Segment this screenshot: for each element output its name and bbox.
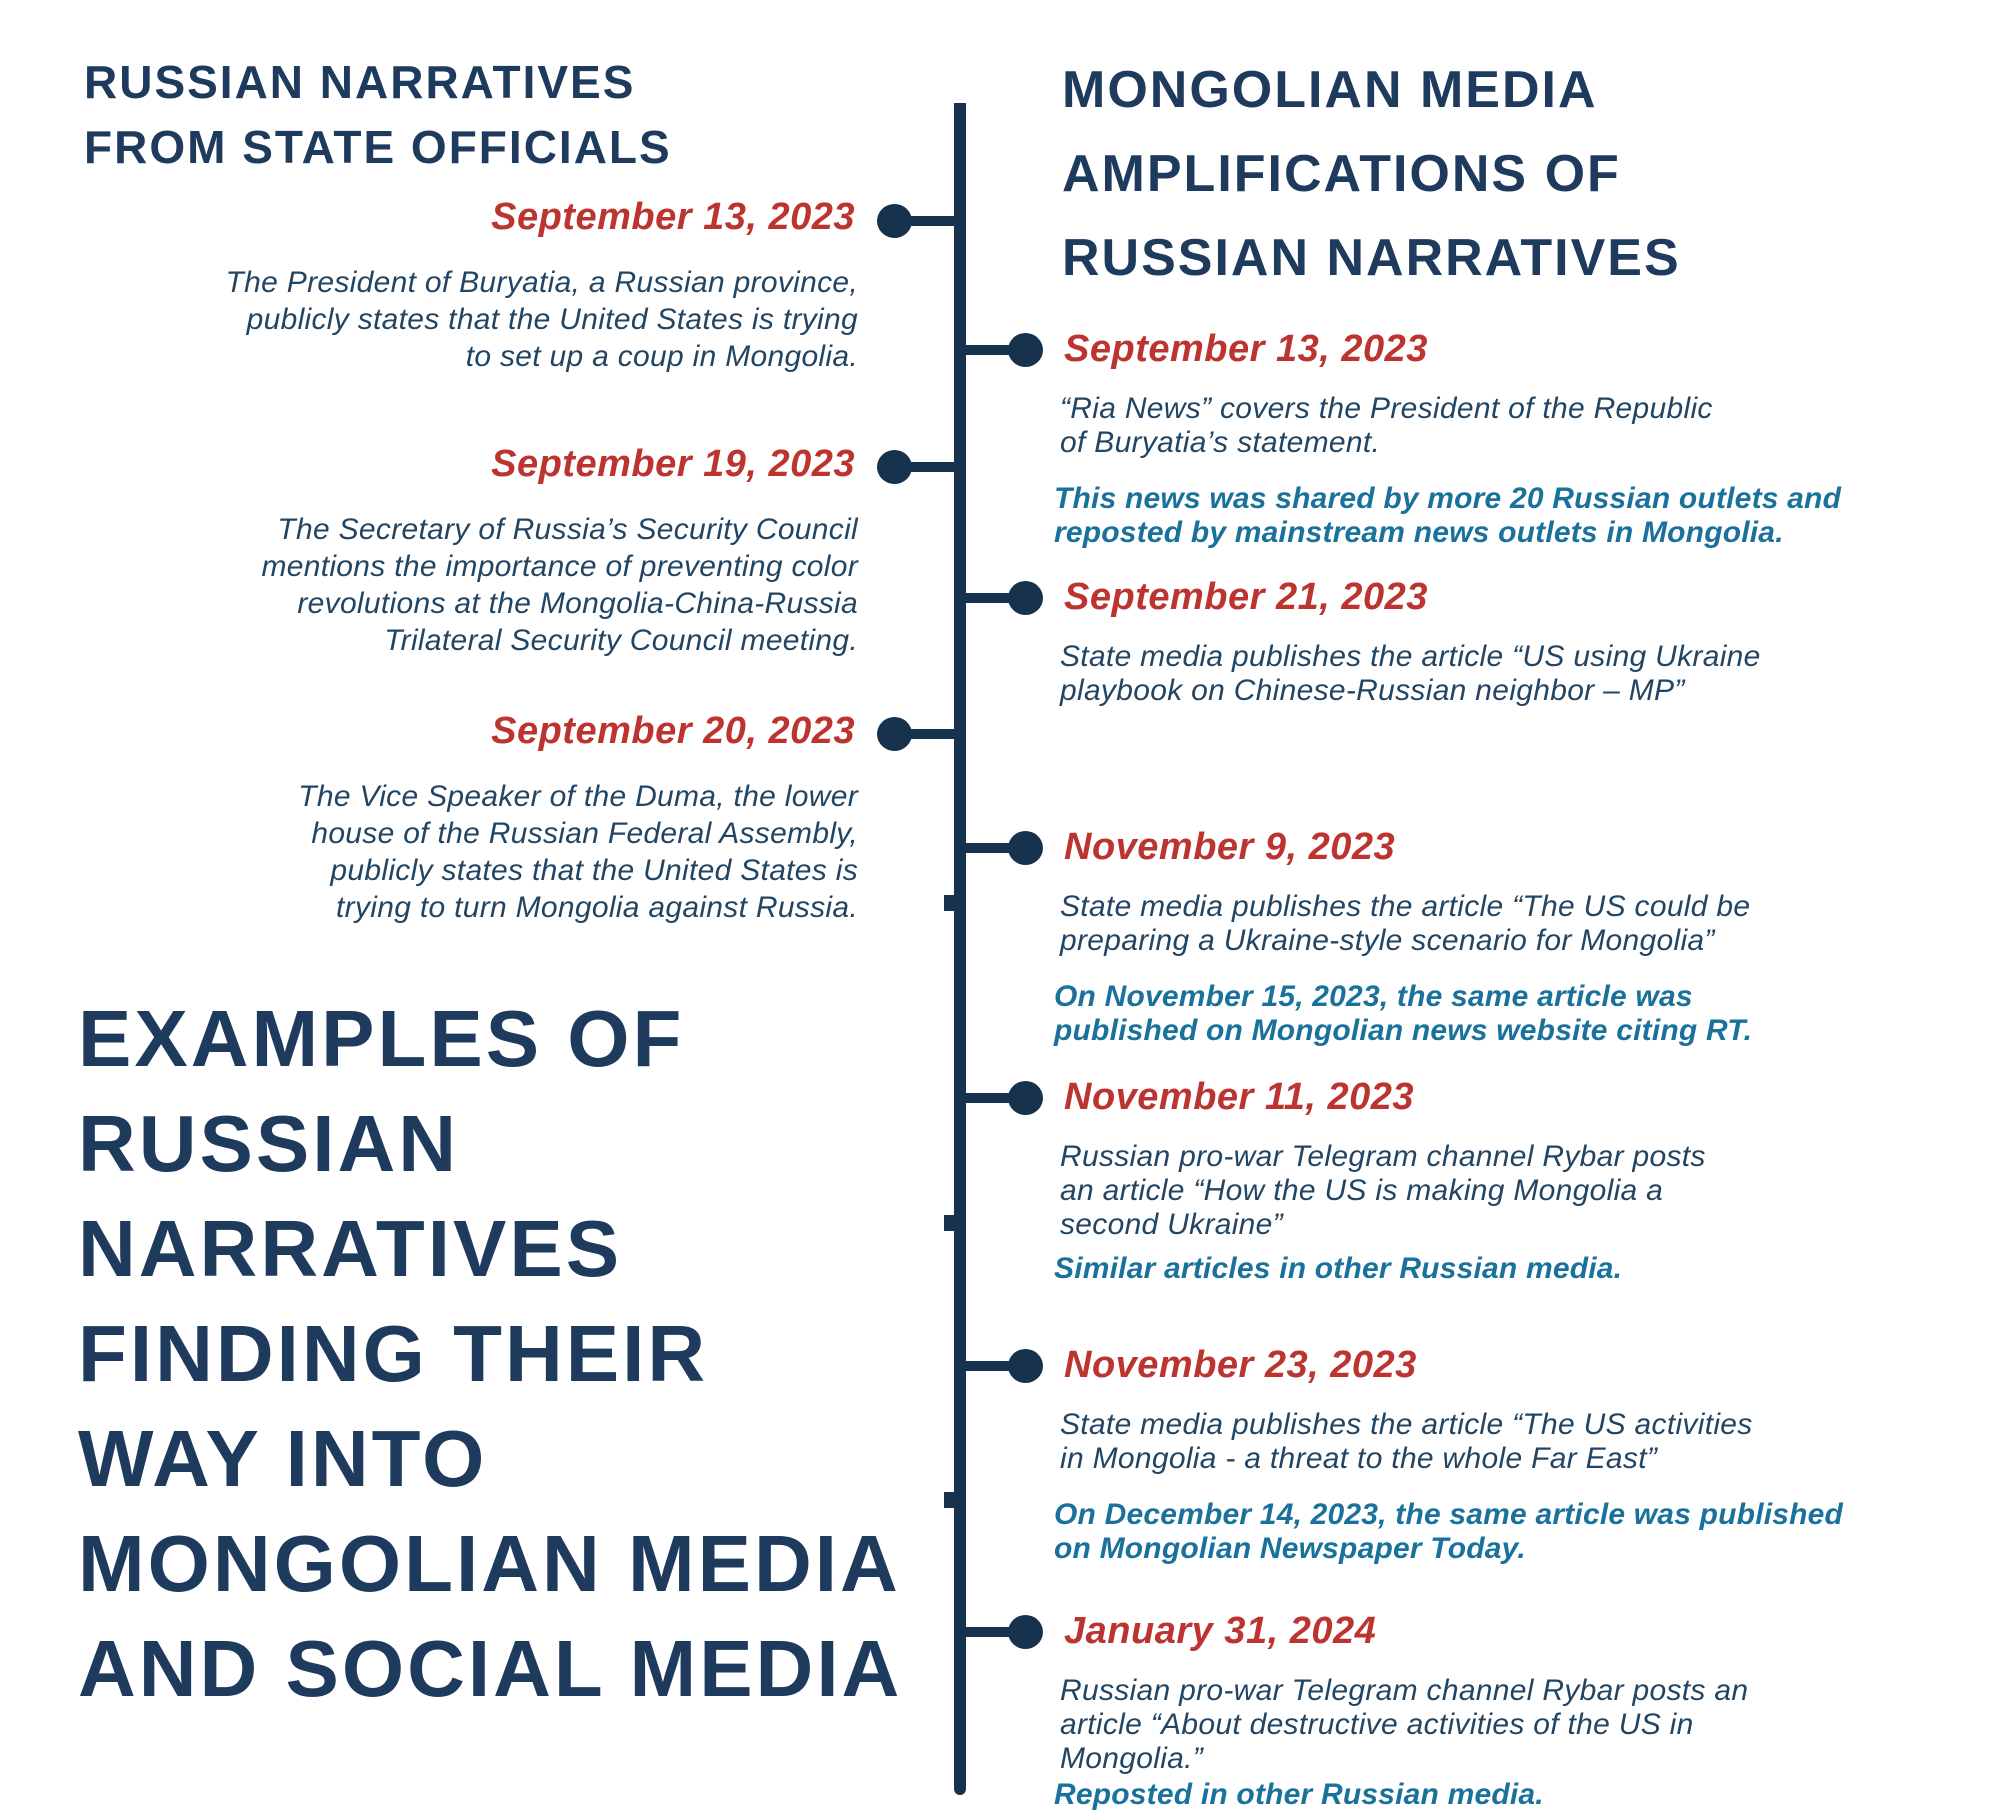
timeline-dot	[877, 204, 912, 238]
event-description: Russian pro-war Telegram channel Rybar posts an article “How the US is making Mongolia a second Ukraine”	[1060, 1140, 1706, 1241]
event-description: State media publishes the article “US using Ukraine playbook on Chinese-Russian neighbor – MP”	[1060, 640, 1761, 707]
event-note: This news was shared by more 20 Russian outlets and reposted by mainstream news outlets in Mongolia.	[1054, 482, 1842, 549]
timeline-tick	[944, 1492, 961, 1508]
timeline-dot	[1008, 333, 1043, 367]
event-description: Russian pro-war Telegram channel Rybar posts an article “About destructive activities of the US in Mongolia.”	[1060, 1674, 1749, 1775]
event-description: The Vice Speaker of the Duma, the lower house of the Russian Federal Assembly, publicly states that the United States is trying to turn Mongolia against Russia.	[298, 780, 858, 924]
timeline-tick	[944, 895, 961, 911]
event-date: September 19, 2023	[491, 443, 855, 485]
event-note: On December 14, 2023, the same article was published on Mongolian Newspaper Today.	[1054, 1498, 1844, 1565]
event-date: January 31, 2024	[1064, 1610, 1377, 1652]
event-date: November 11, 2023	[1064, 1076, 1414, 1118]
event-date: September 13, 2023	[491, 196, 855, 238]
event-description: State media publishes the article “The US activities in Mongolia - a threat to the whole Far East”	[1060, 1408, 1753, 1475]
event-date: November 23, 2023	[1064, 1344, 1417, 1386]
timeline-tick	[944, 1215, 961, 1231]
event-description: The Secretary of Russia’s Security Council mentions the importance of preventing color revolutions at the Mongolia-China-Russia Trilateral Security Council meeting.	[261, 513, 858, 657]
event-date: September 20, 2023	[491, 710, 855, 752]
event-date: September 21, 2023	[1064, 576, 1428, 618]
event-note: On November 15, 2023, the same article was published on Mongolian news website citing RT.	[1054, 980, 1753, 1047]
timeline-line	[954, 103, 966, 1795]
timeline-dot	[1008, 1615, 1043, 1649]
event-date: November 9, 2023	[1064, 826, 1396, 868]
right-column-heading: MONGOLIAN MEDIA AMPLIFICATIONS OF RUSSIAN NARRATIVES	[1062, 61, 1681, 287]
left-column-heading: RUSSIAN NARRATIVES FROM STATE OFFICIALS	[84, 56, 672, 173]
event-note: Similar articles in other Russian media.	[1054, 1252, 1623, 1285]
timeline-dot	[1008, 1081, 1043, 1115]
event-description: The President of Buryatia, a Russian province, publicly states that the United States is trying to set up a coup in Mongolia.	[225, 266, 858, 373]
timeline-dot	[1008, 1349, 1043, 1383]
timeline-dot	[1008, 831, 1043, 865]
timeline-dot	[877, 450, 912, 484]
timeline-dot	[877, 717, 912, 751]
examples-headline: EXAMPLES OF RUSSIAN NARRATIVES FINDING THEIR WAY INTO MONGOLIAN MEDIA AND SOCIAL MEDIA	[78, 994, 903, 1713]
event-note: Reposted in other Russian media.	[1054, 1778, 1544, 1811]
event-description: “Ria News” covers the President of the Republic of Buryatia’s statement.	[1060, 392, 1713, 459]
timeline-dot	[1008, 581, 1043, 615]
event-date: September 13, 2023	[1064, 328, 1428, 370]
event-description: State media publishes the article “The US could be preparing a Ukraine-style scenario for Mongolia”	[1060, 890, 1751, 957]
